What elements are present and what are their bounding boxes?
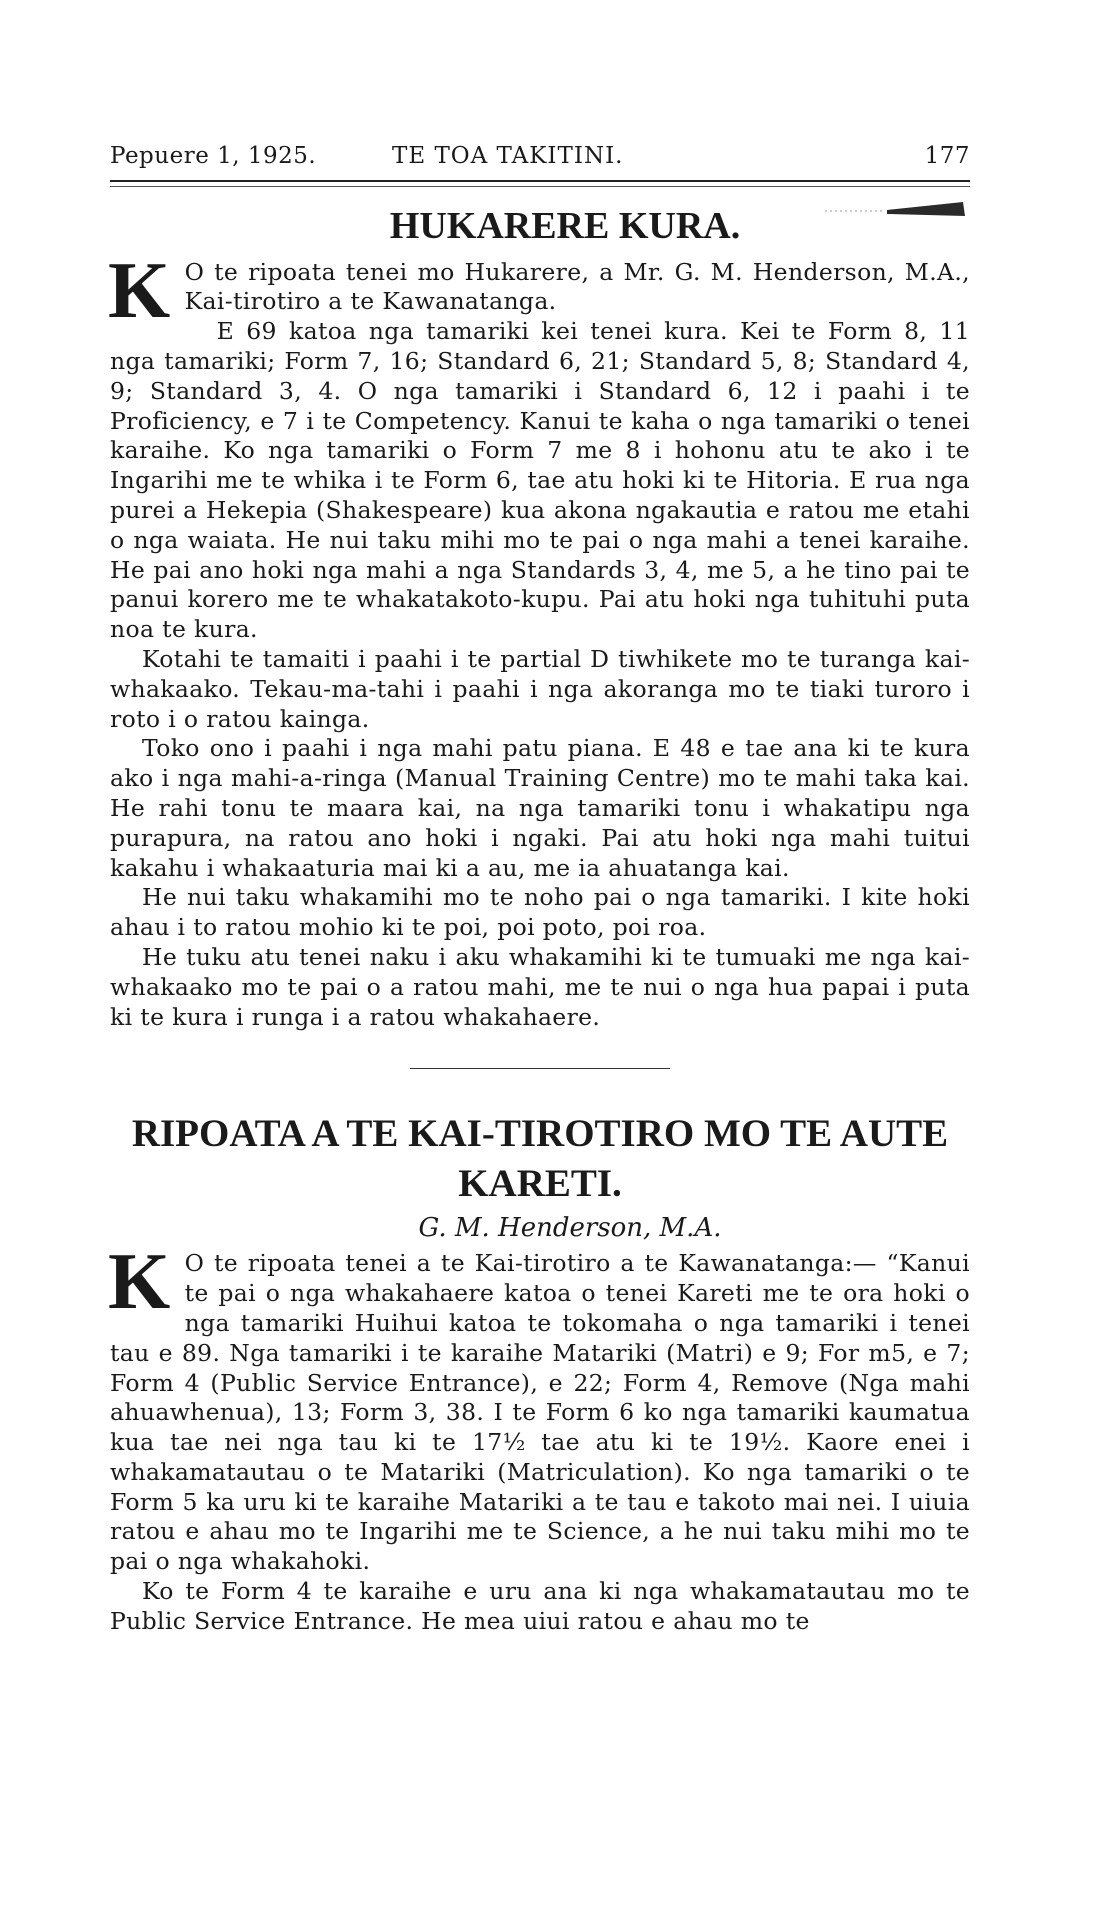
drop-cap: K (108, 246, 171, 335)
header-date: Pepuere 1, 1925. (110, 143, 317, 169)
paragraph: Toko ono i paahi i nga mahi patu piana. E 48 e tae ana ki te kura ako i nga mahi-a-ringa (Manual Training Centre) mo te mahi taka kai. He rahi tonu te maara kai, na nga tamariki tonu i whakatipu nga purapura, na ratou ano hoki i ngaki. Pai atu hoki nga mahi tuitui kakahu i whakaaturia mai ki a au, me ia ahuatanga kai. (110, 734, 970, 882)
page-number: 177 (924, 143, 970, 169)
header-title: TE TOA TAKITINI. (392, 143, 624, 169)
running-header (110, 143, 970, 173)
drop-cap: K (108, 1238, 171, 1327)
title-line: KARETI. (458, 1162, 622, 1206)
paragraph: He nui taku whakamihi mo te noho pai o nga tamariki. I kite hoki ahau i to ratou mohio ki te poi, poi poto, poi roa. (110, 883, 970, 942)
paragraph (108, 246, 970, 335)
paragraph (108, 1238, 970, 1577)
article-title-hukarere: HUKARERE KURA. (389, 205, 741, 247)
article-aute (108, 1238, 970, 1636)
paragraph: E 69 katoa nga tamariki kei tenei kura. Kei te Form 8, 11 nga tamariki; Form 7, 16; Standard 6, 21; Standard 5, 8; Standard 4, 9; Standard 3, 4. O nga tamariki i Standard 6, 12 i paahi i te Proficiency, e 7 i te Competency. Kanui te kaha o nga tamariki o tenei karaihe. Ko nga tamariki o Form 7 me 8 i hohonu atu te ako i te Ingarihi me te whika i te Form 6, tae atu hoki ki te Hitoria. E rua nga purei a Hekepia (Shakespeare) kua akona ngakautia e ratou me etahi o nga waiata. He nui taku mihi mo te pai o nga mahi a tenei karaihe. He pai ano hoki nga mahi a nga Standards 3, 4, me 5, a he tino pai te panui korero me te whakatakoto-kupu. Pai atu hoki nga tuhituhi puta noa te kura. (110, 317, 970, 644)
paragraph: Ko te Form 4 te karaihe e uru ana ki nga whakamatautau mo te Public Service Entrance. He mea uiui ratou e ahau mo te (110, 1577, 970, 1635)
article-hukarere (108, 246, 970, 1033)
title-line: RIPOATA A TE KAI-TIROTIRO MO TE AUTE (131, 1112, 949, 1156)
paragraph-text: O te ripoata tenei a te Kai-tirotiro a te Kawanatanga:— “Kanui te pai o nga whakahaere katoa o tenei Kareti me te ora hoki o nga tamariki Huihui katoa te tokomaha o nga tamariki i tenei tau e 89. Nga tamariki i te karaihe Matariki (Matri) e 9; For m5, e 7; Form 4 (Public Service Entrance), e 22; Form 4, Remove (Nga mahi ahuawhenua), 13; Form 3, 38. I te Form 6 ko nga tamariki kaumatua kua tae nei nga tau ki te 17½ tae atu ki te 19½. Kaore enei i whakamatautau o te Matariki (Matriculation). Ko nga tamariki o te Form 5 ka uru ki te karaihe Matariki a te tau e takoto mai nei. I uiuia ratou e ahau mo te Ingarihi me te Science, a he nui taku mihi mo te pai o nga whakahoki. (110, 1249, 970, 1576)
header-rule-thin (110, 186, 970, 187)
paragraph-text: O te ripoata tenei mo Hukarere, a Mr. G. M. Henderson, M.A., Kai-tirotiro a te Kawanatanga. (184, 257, 970, 316)
article-title-aute (110, 1109, 970, 1209)
byline: G. M. Henderson, M.A. (418, 1213, 722, 1244)
header-rule (110, 180, 970, 182)
paragraph: He tuku atu tenei naku i aku whakamihi ki te tumuaki me nga kai-whakaako mo te pai o a ratou mahi, me te nui o nga hua papai i puta ki te kura i runga i a ratou whakahaere. (110, 942, 970, 1031)
page-body (110, 204, 970, 1637)
paragraph: Kotahi te tamaiti i paahi i te partial D tiwhikete mo te turanga kai-whakaako. Tekau-ma-tahi i paahi i nga akoranga mo te tiaki turoro i roto i o ratou kainga. (110, 644, 970, 733)
section-divider (410, 1068, 670, 1069)
